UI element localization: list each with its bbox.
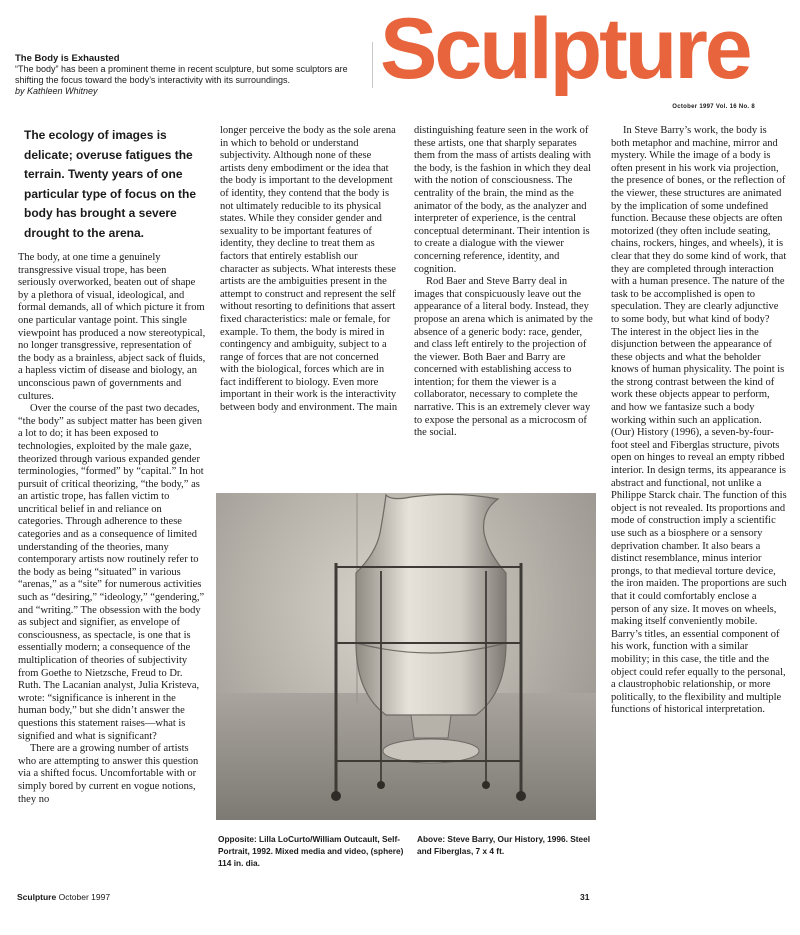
article-header [15, 53, 365, 97]
paragraph: longer perceive the body as the sole arena in which to behold or understand subjectivity. Although none of these artists deny embodiment or the idea that the body is important to the development of identity, they contend that the body is not ultimately reducible to its physical states. While they consider gender and sexuality to be important features of identity, they decline to treat them as factors that entirely establish our character as subjects. What interests these artists are the ambiguities present in the attempt to construct and represent the self without resorting to definitions that assert fixed characteristics: male or female, for example. To them, the body is mired in contingency and ambiguity, subject to a range of forces that are not concerned with the biological, forces which are in fact indifferent to biology. Even more important in their work is the interactivity between body and environment. The main [220, 125, 398, 414]
footer-magazine-name: Sculpture [17, 892, 57, 902]
paragraph: In Steve Barry’s work, the body is both metaphor and machine, mirror and mystery. While the image of a body is often present in his work via projection, the presence of bones, or the reflection of the viewer, these structures are animated by the implication of some undefined function. Because these objects are often motorized (they often include seating, chains, rockers, hinges, and wheels), it is clear that they do some kind of work, that they are completed through interaction with a human presence. The nature of the task to be accomplished is open to speculation. They are clearly adjunctive to some body, but what kind of body? The interest in the object lies in the disjunction between the appearance of these objects and what the beholder knows of human physicality. The point is the strong contrast between the kind of work these objects appear to perform, and how we fantasize such a body working within such an application. (Our) History (1996), a seven-by-four-foot steel and Fiberglas structure, pivots open on hinges to reveal an empty ribbed interior. In design terms, its appearance is abstract and functional, not unlike a Philippe Starck chair. The function of this object is not revealed. Its proportions and mode of construction imply a scientific use such as a biosphere or a sensory deprivation chamber. It also bears a distinct resemblance, minus interior prongs, to that medieval torture device, the iron maiden. The proportions are such that it could comfortably enclose a person of any size. It moves on wheels, making itself conveniently mobile. Barry’s titles, an essential component of his work, function with a similar mobility; in this case, the title and the object could refer equally to the personal, a claustrophobic relationship, or more politically, to the flexibility and multiple functions of historical interpretation. [611, 125, 787, 716]
text-column-4 [611, 125, 787, 717]
masthead-logo: Sculpture [380, 1, 750, 97]
issue-info: October 1997 Vol. 16 No. 8 [672, 104, 755, 110]
footer-magazine [17, 892, 110, 902]
footer-date: October 1997 [58, 892, 111, 902]
text-column-3 [414, 125, 594, 440]
article-title: The Body is Exhausted [15, 53, 120, 64]
text-column-1 [18, 252, 206, 806]
page-number: 31 [580, 892, 590, 902]
paragraph: distinguishing feature seen in the work of these artists, one that sharply separates them from the mass of artists dealing with the body, is the fashion in which they deal with the notion of consciousness. The centrality of the brain, the mind as the animator of the body, as the analyzer and interpreter of experience, is the central conceptual determinant. Their intention is to create a dialogue with the viewer concerning reference, identity, and cognition. [414, 125, 592, 275]
paragraph: Over the course of the past two decades, “the body” as subject matter has been given a lot to do; it has been exposed to technologies, exploited by the male gaze, theorized through various expanded gender terminologies, “formed” by “capital.” In hot pursuit of critical theorizing, “the body,” as an artistic trope, has fallen victim to uncritical belief in and reliance on categories. Through adherence to these categories and as a consequence of limited understanding of the theories, many contemporary artists now routinely refer to the body as being “situated” in various “arenas,” as a “site” for numerous activities such as “desiring,” “ideology,” “gendering,” and “writing.” The obsession with the body as subject and signifier, as envelope of consciousness, as spectacle, is one that is essentially modern; a consequence of the multiplication of theories of subjectivity from Goethe to Nietzsche, Freud to Dr. Ruth. The Lacanian analyst, Julia Kristeva, wrote: “significance is inherent in the human body,” but she didn’t answer the questions this statement raises—what is signified and what is significant? [18, 403, 205, 742]
byline: by Kathleen Whitney [15, 86, 98, 96]
paragraph: Rod Baer and Steve Barry deal in images that conspicuously leave out the appearance of a literal body. Instead, they propose an arena which is animated by the absence of a generic body: race, gender, and class left entirely to the projection of the viewer. Both Baer and Barry are concerned with establishing access to intention; for them the viewer is a collaborator, necessary to complete the narrative. This is an extremely clever way to expose the personal as a microcosm of the social. [414, 276, 593, 439]
vessel-illustration [216, 493, 596, 820]
sculpture-photo [216, 493, 596, 820]
pull-deck: The ecology of images is delicate; overuse fatigues the terrain. Twenty years of one particular type of focus on the body has brought a severe drought to the arena. [24, 128, 197, 240]
caption-above: Above: Steve Barry, Our History, 1996. Steel and Fiberglas, 7 x 4 ft. [417, 834, 591, 856]
paragraph: The body, at one time a genuinely transgressive visual trope, has been seriously overworked, beaten out of shape by a plethora of visual, ideological, and formal demands, all of which picture it from one particular vantage point. This single viewpoint has produced a now stereotypical, no longer transgressive, representation of the body as a brainless, abject sack of fluids, a hapless victim of disease and biology, an unconscious pawn of governments and cultures. [18, 252, 206, 402]
masthead [380, 1, 785, 110]
paragraph: There are a growing number of artists who are attempting to answer this question via a shifted focus. Uncomfortable with or simply bored by current en vogue notions, they no [18, 743, 199, 805]
divider [372, 42, 373, 88]
caption-opposite: Opposite: Lilla LoCurto/William Outcault, Self-Portrait, 1992. Mixed media and video, (sphere) 114 in. dia. [218, 834, 404, 868]
text-column-2 [220, 125, 398, 415]
article-dek: “The body” has been a prominent theme in recent sculpture, but some sculptors are shifting the focus toward the body’s interactivity with its surroundings. [15, 64, 348, 85]
